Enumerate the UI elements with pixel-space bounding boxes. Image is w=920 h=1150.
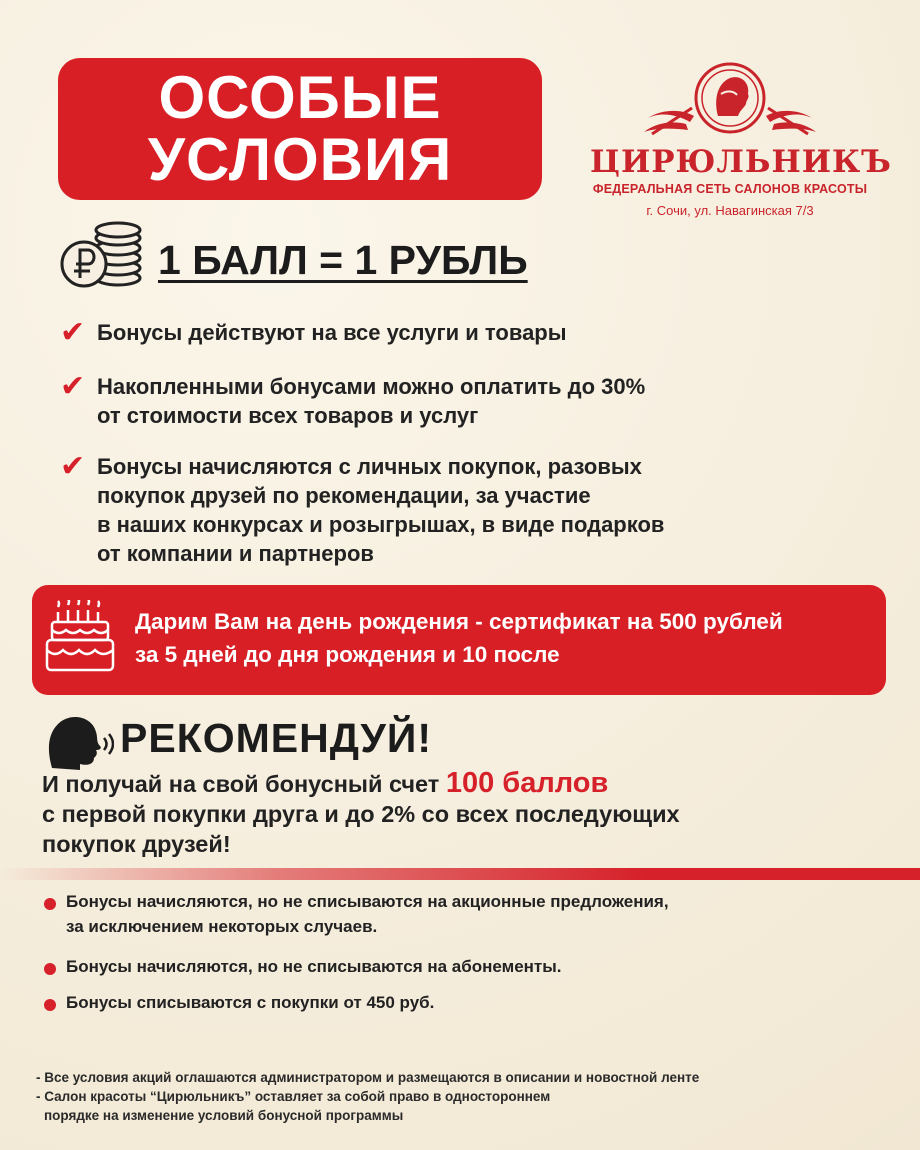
footnote-line-2: - Салон красоты “Цирюльникъ” оставляет за собой право в одностороннем [36, 1089, 551, 1104]
rule-item-3 [66, 990, 434, 1015]
speaking-head-icon [42, 712, 114, 770]
checkmark-icon: ✔ [60, 369, 86, 404]
bonus-item-2-line-1: Накопленными бонусами можно оплатить до 30% [97, 374, 646, 399]
bonus-heading: 1 БАЛЛ = 1 РУБЛЬ [158, 237, 528, 283]
rule-item-1-line-1: Бонусы начисляются, но не списываются на акционные предложения, [66, 892, 669, 911]
bonus-item-1 [97, 318, 567, 347]
birthday-text [135, 605, 875, 671]
birthday-line-2: за 5 дней до дня рождения и 10 после [135, 642, 560, 667]
rule-item-2-line-1: Бонусы начисляются, но не списываются на абонементы. [66, 957, 562, 976]
barber-emblem-icon [590, 58, 870, 144]
checkmark-icon: ✔ [60, 315, 86, 350]
rule-item-3-line-1: Бонусы списываются с покупки от 450 руб. [66, 993, 435, 1012]
bonus-item-3-line-3: в наших конкурсах и розыгрышах, в виде подарков [97, 512, 665, 537]
recommend-points: 100 баллов [445, 767, 609, 799]
footnote-line-3: порядке на изменение условий бонусной программы [44, 1108, 404, 1123]
section-divider [0, 868, 920, 880]
recommend-text-prefix: И получай на свой бонусный счет [42, 771, 446, 797]
checkmark-icon: ✔ [60, 449, 86, 484]
bullet-dot-icon [44, 963, 56, 975]
bonus-item-1-line-1: Бонусы действуют на все услуги и товары [97, 320, 567, 345]
recommend-heading: РЕКОМЕНДУЙ! [120, 715, 433, 761]
footnote-line-1: - Все условия акций оглашаются администратором и размещаются в описании и новостной ленте [36, 1070, 700, 1085]
bonus-item-3-line-1: Бонусы начисляются с личных покупок, разовых [97, 454, 642, 479]
title-banner [58, 58, 542, 200]
birthday-line-1: Дарим Вам на день рождения - сертификат на 500 рублей [135, 609, 783, 634]
bonus-item-2-line-2: от стоимости всех товаров и услуг [97, 403, 479, 428]
brand-subtitle: ФЕДЕРАЛЬНАЯ СЕТЬ САЛОНОВ КРАСОТЫ [592, 182, 868, 196]
recommend-line-3: покупок друзей! [42, 831, 231, 857]
bonus-item-3 [97, 452, 664, 568]
recommend-line-2: с первой покупки друга и до 2% со всех последующих [42, 801, 680, 827]
bonus-item-3-line-4: от компании и партнеров [97, 541, 374, 566]
ruble-coins-icon [58, 220, 148, 292]
brand-logo [590, 58, 892, 228]
brand-address: г. Сочи, ул. Навагинская 7/3 [646, 203, 814, 218]
title-line-2: УСЛОВИЯ [147, 126, 453, 193]
bullet-dot-icon [44, 898, 56, 910]
bonus-item-2 [97, 372, 645, 430]
rule-item-2 [66, 954, 562, 979]
bullet-dot-icon [44, 999, 56, 1011]
birthday-cake-icon [44, 600, 116, 678]
brand-name: ЦИРЮЛЬНИКЪ [590, 144, 892, 180]
bonus-item-3-line-2: покупок друзей по рекомендации, за участие [97, 483, 591, 508]
rule-item-1 [66, 889, 669, 939]
rule-item-1-line-2: за исключением некоторых случаев. [66, 917, 378, 936]
recommend-text [42, 768, 822, 859]
title-line-1: ОСОБЫЕ [158, 64, 442, 131]
